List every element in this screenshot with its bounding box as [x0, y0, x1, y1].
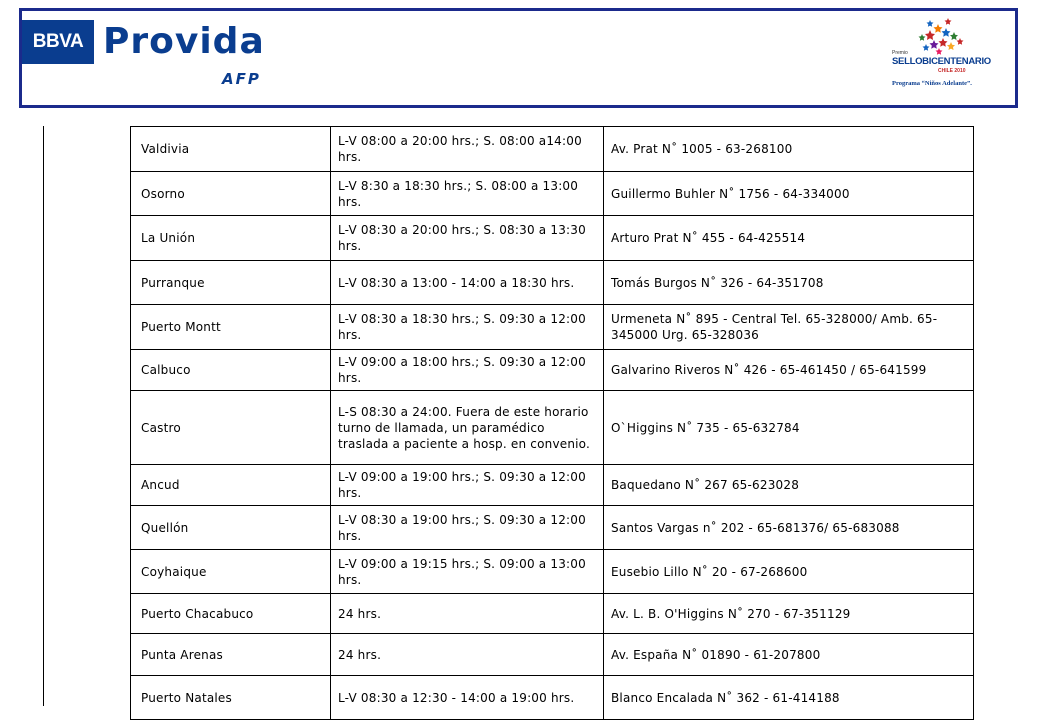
table-row — [131, 127, 974, 172]
seal-subtitle-text: CHILE 2010 — [938, 68, 966, 74]
city-cell: Punta Arenas — [131, 634, 331, 676]
address-cell: O`Higgins N˚ 735 - 65-632784 — [604, 391, 974, 465]
hours-cell: L-V 8:30 a 18:30 hrs.; S. 08:00 a 13:00 hrs. — [331, 172, 604, 216]
table-row — [131, 465, 974, 506]
table-row — [131, 676, 974, 720]
table-row — [131, 305, 974, 350]
address-cell: Arturo Prat N˚ 455 - 64-425514 — [604, 216, 974, 261]
city-cell: Puerto Montt — [131, 305, 331, 350]
seal-program-text: Programa “Niños Adelante”. — [892, 80, 972, 87]
table-row — [131, 391, 974, 465]
table-row — [131, 634, 974, 676]
address-cell: Santos Vargas n˚ 202 - 65-681376/ 65-683088 — [604, 506, 974, 550]
address-cell: Urmeneta N˚ 895 - Central Tel. 65-328000/ Amb. 65-345000 Urg. 65-328036 — [604, 305, 974, 350]
address-cell: Av. L. B. O'Higgins N˚ 270 - 67-351129 — [604, 594, 974, 634]
hours-cell: L-V 08:00 a 20:00 hrs.; S. 08:00 a14:00 hrs. — [331, 127, 604, 172]
address-cell: Av. España N˚ 01890 - 61-207800 — [604, 634, 974, 676]
left-margin-line — [43, 126, 44, 706]
city-cell: La Unión — [131, 216, 331, 261]
city-cell: Castro — [131, 391, 331, 465]
city-cell: Osorno — [131, 172, 331, 216]
city-cell: Valdivia — [131, 127, 331, 172]
table-row — [131, 261, 974, 305]
table-row — [131, 550, 974, 594]
city-cell: Quellón — [131, 506, 331, 550]
city-cell: Coyhaique — [131, 550, 331, 594]
table-row — [131, 350, 974, 391]
hours-cell: L-V 09:00 a 19:15 hrs.; S. 09:00 a 13:00 hrs. — [331, 550, 604, 594]
provida-logo: Provida — [103, 21, 265, 62]
address-cell: Av. Prat N˚ 1005 - 63-268100 — [604, 127, 974, 172]
hours-cell: L-V 08:30 a 13:00 - 14:00 a 18:30 hrs. — [331, 261, 604, 305]
hours-cell: L-V 08:30 a 18:30 hrs.; S. 09:30 a 12:00 hrs. — [331, 305, 604, 350]
hours-cell: L-V 09:00 a 18:00 hrs.; S. 09:30 a 12:00 hrs. — [331, 350, 604, 391]
hours-cell: L-V 08:30 a 12:30 - 14:00 a 19:00 hrs. — [331, 676, 604, 720]
bbva-logo: BBVA — [22, 20, 94, 64]
city-cell: Ancud — [131, 465, 331, 506]
address-cell: Baquedano N˚ 267 65-623028 — [604, 465, 974, 506]
city-cell: Puerto Chacabuco — [131, 594, 331, 634]
hours-cell: L-V 08:30 a 20:00 hrs.; S. 08:30 a 13:30 hrs. — [331, 216, 604, 261]
seal-premio-text: Premio — [892, 50, 908, 56]
address-cell: Galvarino Riveros N˚ 426 - 65-461450 / 65-641599 — [604, 350, 974, 391]
seal-name-text: SELLOBICENTENARIO — [892, 56, 991, 67]
table-row — [131, 172, 974, 216]
table-row — [131, 594, 974, 634]
hours-cell: 24 hrs. — [331, 634, 604, 676]
address-cell: Tomás Burgos N˚ 326 - 64-351708 — [604, 261, 974, 305]
address-cell: Guillermo Buhler N˚ 1756 - 64-334000 — [604, 172, 974, 216]
hours-cell: L-S 08:30 a 24:00. Fuera de este horario turno de llamada, un paramédico traslada a paciente a hosp. en convenio. — [331, 391, 604, 465]
hours-cell: L-V 09:00 a 19:00 hrs.; S. 09:30 a 12:00 hrs. — [331, 465, 604, 506]
hours-cell: L-V 08:30 a 19:00 hrs.; S. 09:30 a 12:00 hrs. — [331, 506, 604, 550]
city-cell: Calbuco — [131, 350, 331, 391]
hours-cell: 24 hrs. — [331, 594, 604, 634]
address-cell: Eusebio Lillo N˚ 20 - 67-268600 — [604, 550, 974, 594]
address-cell: Blanco Encalada N˚ 362 - 61-414188 — [604, 676, 974, 720]
table-row — [131, 506, 974, 550]
afp-label: AFP — [222, 70, 261, 88]
table-row — [131, 216, 974, 261]
branch-schedule-table — [130, 126, 974, 720]
city-cell: Puerto Natales — [131, 676, 331, 720]
city-cell: Purranque — [131, 261, 331, 305]
